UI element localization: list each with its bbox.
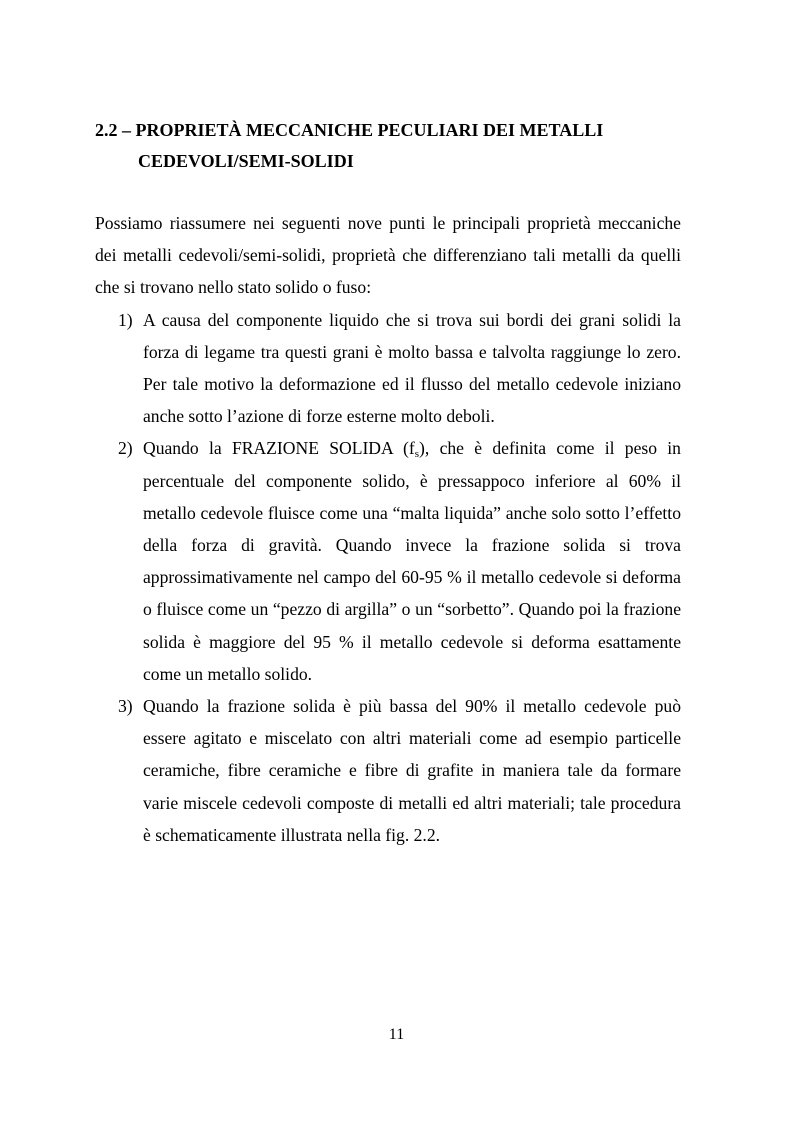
list-item-text-end: ), che è definita come il peso in percentuale del componente solido, è pressappoco inferiore al 60% il metallo cedevole fluisce come una “malta liquida” anche solo sotto l’effetto della forza di gravità. Quando invece la frazione solida si trova approssimativamente nel campo del 60-95 % il metallo cedevole si deforma o fluisce come un “pezzo di argilla” o un “sorbetto”. Quando poi la frazione solida è maggiore del 95 % il metallo cedevole si deforma esattamente come un metallo solido.: [143, 438, 681, 684]
section-heading: [95, 115, 695, 177]
list-item: [95, 690, 681, 851]
page-number: 11: [388, 1026, 405, 1043]
list-item-text-start: Quando la FRAZIONE SOLIDA (f: [143, 438, 415, 459]
list-item: [95, 432, 681, 690]
property-list: [95, 304, 681, 851]
list-item-number: 1): [118, 309, 133, 330]
list-item: [95, 304, 681, 433]
list-item-text: [143, 438, 681, 683]
list-item-text: Quando la frazione solida è più bassa del 90% il metallo cedevole può essere agitato e miscelato con altri materiali come ad esempio particelle ceramiche, fibre ceramiche e fibre di grafite in maniera tale da formare varie miscele cedevoli composte di metalli ed altri materiali; tale procedura è schematicamente illustrata nella fig. 2.2.: [143, 696, 681, 845]
list-item-number: 3): [118, 696, 133, 717]
intro-paragraph: Possiamo riassumere nei seguenti nove punti le principali proprietà meccaniche dei metalli cedevoli/semi-solidi, proprietà che differenziano tali metalli da quelli che si trovano nello stato solido o fuso:: [95, 213, 681, 298]
list-item-text: A causa del componente liquido che si trova sui bordi dei grani solidi la forza di legame tra questi grani è molto bassa e talvolta raggiunge lo zero. Per tale motivo la deformazione ed il flusso del metallo cedevole iniziano anche sotto l’azione di forze esterne molto deboli.: [143, 309, 681, 427]
section-heading-line-1: 2.2 – PROPRIETÀ MECCANICHE PECULIARI DEI METALLI: [95, 120, 604, 140]
body-text: [95, 207, 681, 851]
section-heading-line-2: CEDEVOLI/SEMI-SOLIDI: [138, 151, 354, 171]
solid-fraction-subscript: s: [414, 448, 420, 461]
list-item-number: 2): [118, 438, 133, 459]
